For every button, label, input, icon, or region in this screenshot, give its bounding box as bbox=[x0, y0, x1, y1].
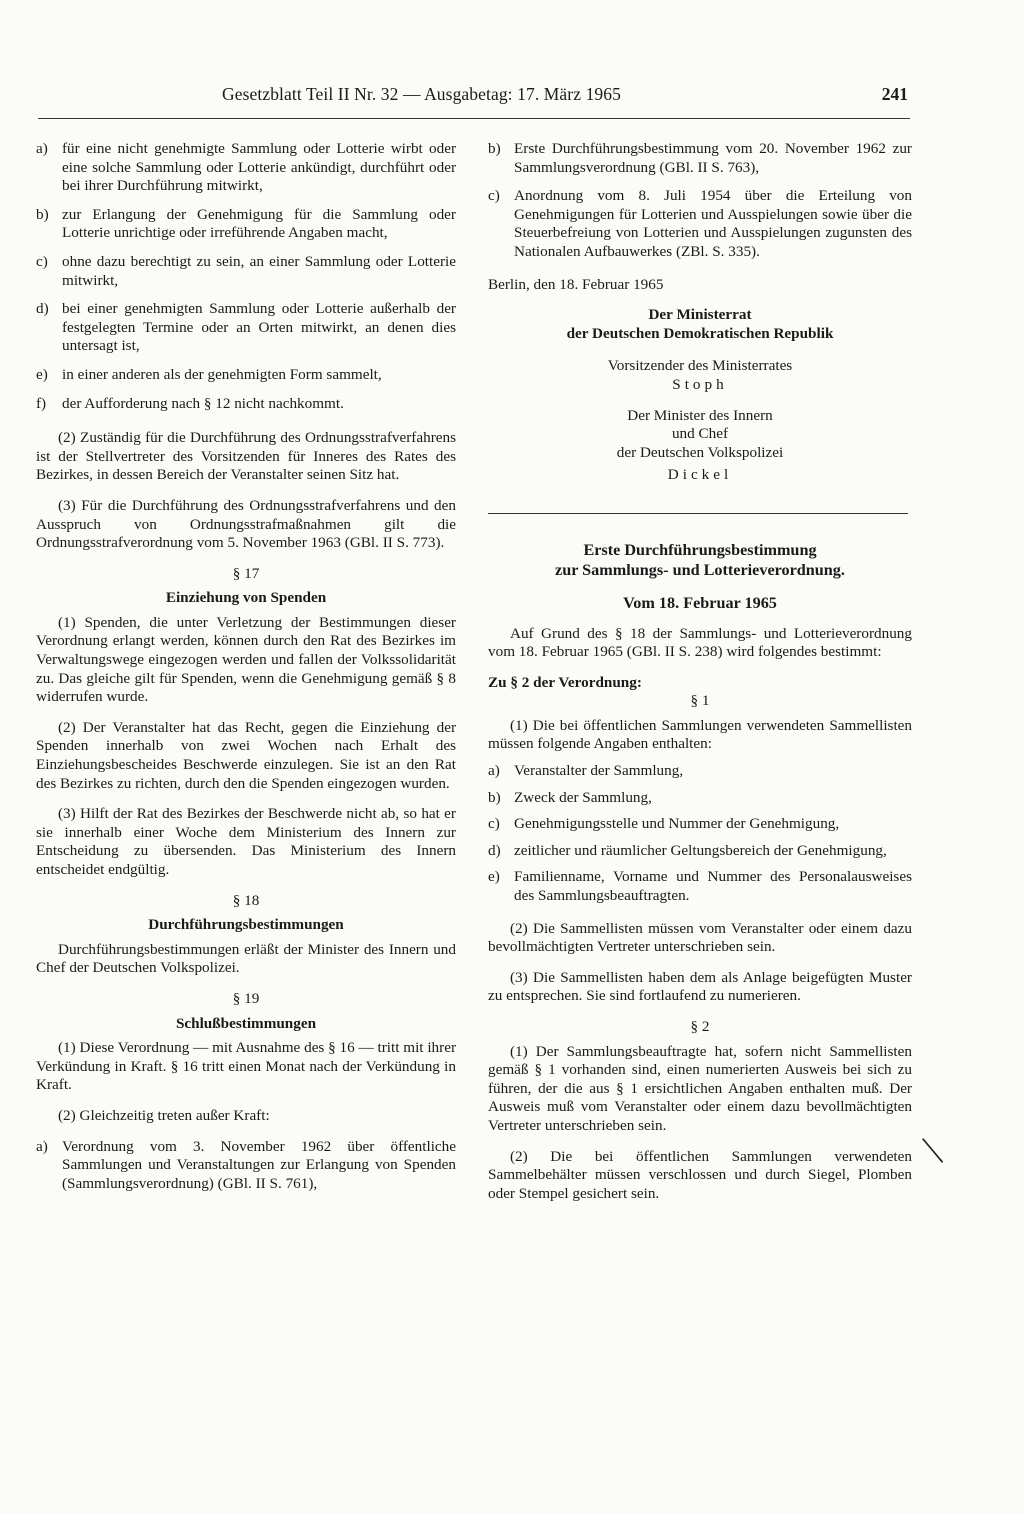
section-number: § 2 bbox=[690, 1018, 710, 1035]
section-title: Schlußbestimmungen bbox=[175, 1014, 317, 1032]
title-line: Erste Durchführungsbestimmung bbox=[583, 540, 817, 559]
minister-line: Der Minister des Innern bbox=[627, 406, 773, 424]
section-number: § 18 bbox=[232, 891, 260, 909]
intro-paragraph: Auf Grund des § 18 der Sammlungs- und Lotterieverordnung vom 18. Februar 1965 (GBl. II S. 238) wird folgendes bestimmt: bbox=[488, 624, 912, 661]
paragraph: (2) Der Veranstalter hat das Recht, gegen die Einziehung der Spenden innerhalb von zwei Wochen nach Erhalt des Einziehungsbescheides Beschwerde einzulegen. Sie ist an den Rat des Bezirkes zu richten, durch den die Spenden eingezogen wurden. bbox=[36, 718, 456, 792]
minister-name: Dickel bbox=[667, 466, 733, 484]
list-item bbox=[36, 1138, 456, 1194]
item-label: b) bbox=[488, 140, 501, 157]
item-label: a) bbox=[36, 140, 48, 157]
item-text: der Aufforderung nach § 12 nicht nachkommt. bbox=[62, 394, 344, 412]
paragraph: (3) Die Sammellisten haben dem als Anlage beigefügten Muster zu entsprechen. Sie sind fortlaufend zu numerieren. bbox=[488, 968, 912, 1005]
page-number: 241 bbox=[881, 84, 908, 104]
item-text: ohne dazu berechtigt zu sein, an einer Sammlung oder Lotterie mitwirkt, bbox=[62, 252, 456, 289]
paragraph: (1) Spenden, die unter Verletzung der Bestimmungen dieser Verordnung erlangt werden, können durch den Rat des Bezirkes im Verwaltungswege eingezogen werden und fallen der Volkssolidarität zu. Das gleiche gilt für Spenden, wenn die Genehmigung gemäß § 8 widerrufen wurde. bbox=[36, 613, 456, 706]
reference-heading: Zu § 2 der Verordnung: bbox=[488, 673, 642, 691]
paragraph: Durchführungsbestimmungen erläßt der Minister des Innern und Chef der Deutschen Volkspolizei. bbox=[36, 940, 456, 977]
item-label: a) bbox=[488, 762, 500, 780]
paragraph: (3) Hilft der Rat des Bezirkes der Beschwerde nicht ab, so hat er sie innerhalb einer Woche dem Ministerium des Innern zur Entscheidung zu übersenden. Das Ministerium des Innern entscheidet endgültig. bbox=[36, 805, 456, 878]
paragraph: (3) Für die Durchführung des Ordnungsstrafverfahrens und den Ausspruch von Ordnungsstrafmaßnahmen gilt die Ordnungsstrafverordnung vom 5. November 1963 (GBl. II S. 773). bbox=[36, 496, 456, 552]
item-text: Veranstalter der Sammlung, bbox=[514, 762, 684, 780]
place-date: Berlin, den 18. Februar 1965 bbox=[488, 275, 664, 293]
list-item bbox=[36, 395, 456, 414]
section-number: § 1 bbox=[690, 692, 710, 710]
list-item bbox=[36, 366, 456, 385]
paragraph: (2) Die bei öffentlichen Sammlungen verwendeten Sammelbehälter müssen verschlossen und durch Siegel, Plomben oder Stempel gesichert sein. bbox=[488, 1147, 912, 1202]
item-text: für eine nicht genehmigte Sammlung oder Lotterie wirbt oder eine solche Sammlung oder Lotterie ankündigt, durchführt oder bei ihrer Durchführung mitwirkt, bbox=[62, 140, 456, 195]
document-date: Vom 18. Februar 1965 bbox=[623, 593, 777, 612]
list-item bbox=[488, 842, 912, 861]
item-label: f) bbox=[36, 394, 47, 412]
item-text: zeitlicher und räumlicher Geltungsbereich der Genehmigung, bbox=[514, 841, 887, 859]
signature-minister bbox=[488, 407, 912, 485]
item-text: zur Erlangung der Genehmigung für die Sammlung oder Lotterie unrichtige oder irreführende Angaben macht, bbox=[62, 205, 456, 242]
org-line: Der Ministerrat bbox=[648, 306, 752, 324]
item-text: in einer anderen als der genehmigten Form sammelt, bbox=[62, 365, 382, 383]
list-item bbox=[488, 789, 912, 808]
item-label: b) bbox=[488, 788, 501, 806]
item-label: e) bbox=[36, 365, 48, 383]
section-divider bbox=[488, 513, 908, 514]
item-text: bei einer genehmigten Sammlung oder Lotterie außerhalb der festgelegten Termine oder an Orten mitwirkt, an denen dies untersagt ist, bbox=[62, 300, 456, 355]
header-rule bbox=[38, 118, 910, 119]
section-number: § 19 bbox=[232, 989, 260, 1007]
list-item bbox=[36, 253, 456, 290]
item-text: Zweck der Sammlung, bbox=[514, 788, 652, 806]
left-column bbox=[36, 140, 456, 1203]
list-item bbox=[488, 815, 912, 834]
paragraph: (2) Gleichzeitig treten außer Kraft: bbox=[58, 1106, 270, 1124]
page-header bbox=[130, 84, 910, 110]
list-item bbox=[488, 868, 912, 905]
running-header: Gesetzblatt Teil II Nr. 32 — Ausgabetag: 17. März 1965 bbox=[222, 84, 621, 104]
list-item bbox=[488, 762, 912, 781]
item-text: Verordnung vom 3. November 1962 über öffentliche Sammlungen und Veranstaltungen zur Erlangung von Spenden (Sammlungsverordnung) (GBl. II S. 761), bbox=[62, 1137, 456, 1192]
item-label: e) bbox=[488, 868, 500, 886]
section-title: Einziehung von Spenden bbox=[165, 589, 327, 607]
minister-line: der Deutschen Volkspolizei bbox=[616, 443, 784, 461]
list-item bbox=[36, 300, 456, 356]
chair-title: Vorsitzender des Ministerrates bbox=[607, 357, 793, 375]
item-label: c) bbox=[488, 187, 500, 205]
list-item bbox=[488, 140, 912, 177]
item-label: a) bbox=[36, 1137, 48, 1155]
paragraph: (1) Der Sammlungsbeauftragte hat, sofern nicht Sammellisten gemäß § 1 vorhanden sind, einen numerierten Ausweis bei sich zu führen, der die aus § 1 ersichtlichen Angaben enthalten muß. Der Ausweis muß vom Veranstalter oder einem dazu bevollmächtigten Vertreter unterschrieben sein. bbox=[488, 1042, 912, 1134]
section-number: § 17 bbox=[232, 564, 260, 582]
list-item bbox=[488, 187, 912, 261]
right-column bbox=[488, 140, 912, 1215]
list-item bbox=[36, 206, 456, 243]
item-label: d) bbox=[488, 841, 501, 859]
document-title bbox=[488, 540, 912, 580]
paragraph: (1) Die bei öffentlichen Sammlungen verwendeten Sammellisten müssen folgende Angaben enthalten: bbox=[488, 716, 912, 753]
item-label: c) bbox=[36, 252, 48, 270]
item-text: Anordnung vom 8. Juli 1954 über die Erteilung von Genehmigungen für Lotterien und Ausspielungen sowie über die Steuerbefreiung von Lotterien und Ausspielungen zugunsten des Nationalen Aufbauwerkes (ZBl. S. 335). bbox=[514, 187, 912, 260]
item-label: b) bbox=[36, 205, 49, 223]
signature-chair bbox=[488, 357, 912, 394]
paragraph: (2) Die Sammellisten müssen vom Veranstalter oder einem dazu bevollmächtigten Vertreter unterschrieben sein. bbox=[488, 919, 912, 956]
margin-mark: | bbox=[916, 1132, 946, 1165]
item-label: c) bbox=[488, 815, 500, 833]
paragraph: (1) Diese Verordnung — mit Ausnahme des § 16 — tritt mit ihrer Verkündung in Kraft. § 16 tritt einen Monat nach der Verkündung in Kraft. bbox=[36, 1039, 456, 1094]
chair-name: Stoph bbox=[672, 375, 728, 393]
section-title: Durchführungsbestimmungen bbox=[148, 916, 344, 934]
title-line: zur Sammlungs- und Lotterieverordnung. bbox=[555, 560, 845, 579]
item-text: Familienname, Vorname und Nummer des Personalausweises des Sammlungsbeauftragten. bbox=[514, 868, 912, 905]
signature-org bbox=[488, 306, 912, 343]
item-text: Erste Durchführungsbestimmung vom 20. November 1962 zur Sammlungsverordnung (GBl. II S. 763), bbox=[514, 140, 912, 176]
item-label: d) bbox=[36, 300, 49, 318]
org-line: der Deutschen Demokratischen Republik bbox=[566, 324, 834, 342]
item-text: Genehmigungsstelle und Nummer der Genehmigung, bbox=[514, 815, 840, 833]
list-item bbox=[36, 140, 456, 196]
paragraph: (2) Zuständig für die Durchführung des Ordnungsstrafverfahrens ist der Stellvertreter des Vorsitzenden für Inneres des Rates des Bezirkes, in dessen Bereich der Veranstalter seinen Sitz hat. bbox=[36, 429, 456, 484]
minister-line: und Chef bbox=[671, 425, 729, 443]
